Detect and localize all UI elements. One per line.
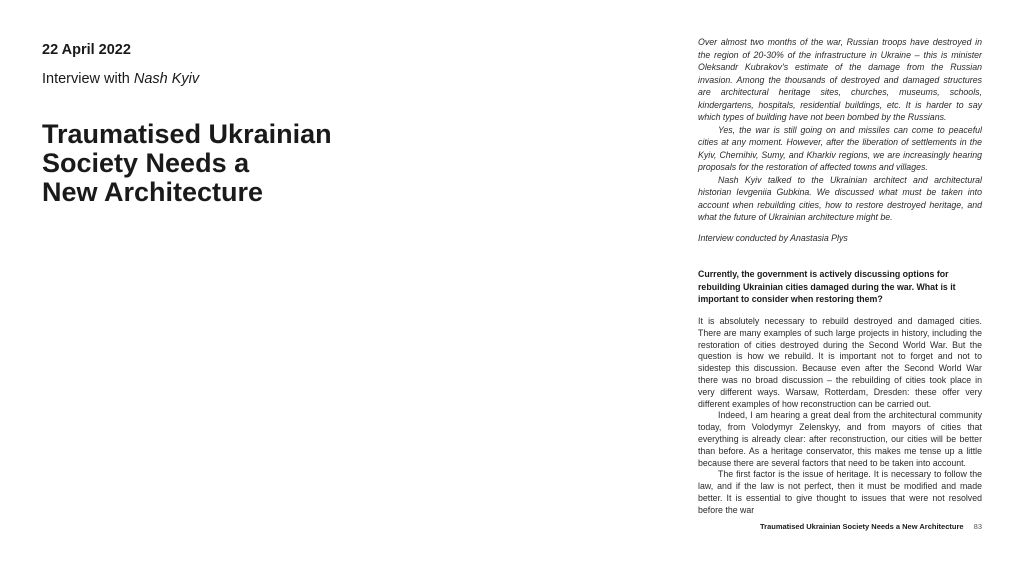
interview-credit: Interview conducted by Anastasia Plys [698,233,848,243]
title-line: Traumatised Ukrainian [42,119,332,149]
title-line: Society Needs a [42,148,250,178]
intro-paragraph: Yes, the war is still going on and missiles can come to peaceful cities at any moment. However, after the liberation of settlements in the Kyiv, Chernihiv, Sumy, and Kharkiv regions, we are increasingly hearing proposals for the restoration of affected towns and villages. [698,124,982,172]
interview-prefix: Interview with [42,71,130,87]
intro-paragraph: Nash Kyiv talked to the Ukrainian architect and architectural historian Ievgeniia Gubkina. We discussed what must be taken into account when rebuilding cities, how to restore destroyed heritage, and what the future of Ukrainian architecture might be. [698,174,982,222]
page-footer [760,522,982,531]
interview-source [42,71,199,87]
title-line: New Architecture [42,177,264,207]
interview-question: Currently, the government is actively discussing options for rebuilding Ukrainian cities damaged during the war. What is it important to consider when restoring them? [698,269,956,304]
interview-date: 22 April 2022 [42,42,131,58]
interview-answer [698,316,982,517]
intro-paragraph: Over almost two months of the war, Russian troops have destroyed in the region of 20-30% of the infrastructure in Ukraine – this is minister Oleksandr Kubrakov's estimate of the damage from the Russian invasion. Among the thousands of destroyed and damaged structures are architectural heritage sites, churches, museums, schools, kindergartens, hospitals, residential buildings, etc. It is harder to say which types of building have not been bombed by the Russians. [698,37,982,122]
right-page [512,0,1024,561]
answer-paragraph: Indeed, I am hearing a great deal from the architectural community today, from Volodymyr Zelenskyy, and from mayors of cities that everything is already clear: after reconstruction, our cities will be better than before. As a heritage conservator, this makes me tense up a little because there are several factors that need to be taken into account. [698,410,982,468]
answer-paragraph: The first factor is the issue of heritage. It is necessary to follow the law, and if the law is not perfect, then it must be modified and made better. It is essential to give thought to issues that were not resolved before the war [698,469,982,515]
answer-paragraph: It is absolutely necessary to rebuild destroyed and damaged cities. There are many examples of such large projects in history, including the restoration of cities destroyed during the Second World War. But the question is how we rebuild. It is important not to forget and not to sidestep this discussion. Because even after the Second World War there was no broad discussion – the rebuilding of cities took place in very different ways. Warsaw, Rotterdam, Dresden: these offer very different examples of how reconstruction can be carried out. [698,316,982,409]
page-number: 83 [973,522,982,531]
intro-text [698,36,982,224]
publication-name: Nash Kyiv [133,71,200,87]
running-title: Traumatised Ukrainian Society Needs a New Architecture [760,522,964,531]
article-title [42,120,362,207]
